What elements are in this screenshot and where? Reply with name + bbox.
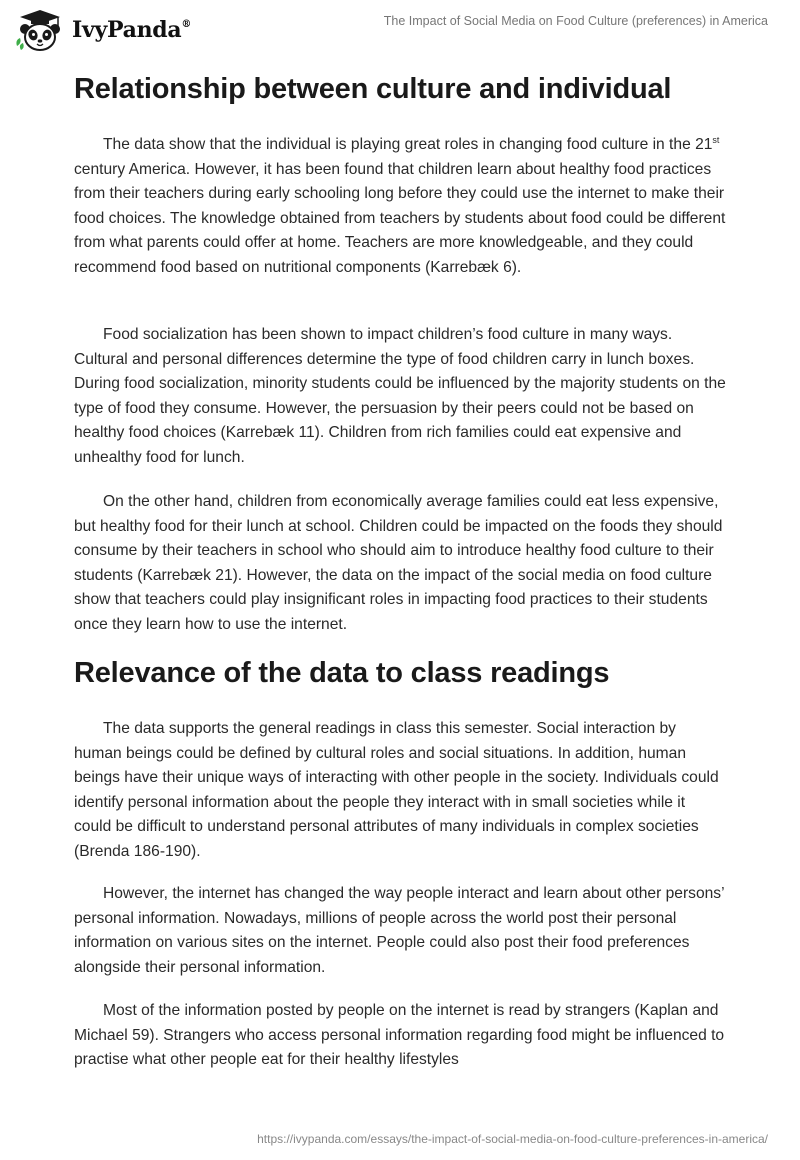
paragraph-4: The data supports the general readings in class this semester. Social interaction by human beings could be defined by cultural roles and social situations. In addition, human beings have their unique ways of interacting with other people in the society. Individuals could identify personal information about the people they interact with in small societies while it could be difficult to understand personal attributes of many individuals in complex societies (Brenda 186-190).: [74, 720, 719, 860]
paragraph-2: Food socialization has been shown to impact children’s food culture in many ways. Cultural and personal differences determine the type of food children carry in lunch boxes. During food socialization, minority students could be influenced by the majority students on the type of food they consume. However, the persuasion by their peers could not be based on healthy food choices (Karrebæk 11). Children from rich families could eat expensive and unhealthy food for lunch.: [74, 326, 726, 466]
paragraph-3: On the other hand, children from economically average families could eat less expensive, but healthy food for their lunch at school. Children could be impacted on the foods they should consume by their teachers in school who should aim to introduce healthy food culture to their students (Karrebæk 21). However, the data on the impact of the social media on food culture show that teachers could play insignificant roles in impacting food practices to their students once they learn how to use the internet.: [74, 493, 723, 633]
paragraph-1: The data show that the individual is playing great roles in changing food culture in the 21st century America. However, it has been found that children learn about healthy food practices from their teachers during early schooling long before they could use the internet to make their food choices. The knowledge obtained from teachers by students about food could be different from what parents could offer at home. Teachers are more knowledgeable, and they could recommend food based on nutritional components (Karrebæk 6).: [74, 134, 726, 276]
document-title: The Impact of Social Media on Food Culture (preferences) in America: [383, 14, 768, 28]
section-heading-culture-individual: Relationship between culture and individual: [74, 73, 672, 105]
section-heading-class-readings: Relevance of the data to class readings: [74, 657, 610, 689]
source-url[interactable]: https://ivypanda.com/essays/the-impact-of-social-media-on-food-culture-preferences-in-america/: [257, 1132, 768, 1146]
brand-logo[interactable]: [14, 8, 191, 52]
paragraph-5: However, the internet has changed the way people interact and learn about other persons’ personal information. Nowadays, millions of people across the world post their personal information on various sites on the internet. People could also post their food preferences alongside their personal information.: [74, 885, 724, 976]
brand-name: IvyPanda®: [72, 17, 192, 43]
paragraph-6: Most of the information posted by people on the internet is read by strangers (Kaplan and Michael 59). Strangers who access personal information regarding food might be influenced to practise what other people eat for their healthy lifestyles: [74, 1002, 725, 1069]
panda-mascot-icon: [14, 8, 66, 52]
page-header: [0, 0, 800, 70]
